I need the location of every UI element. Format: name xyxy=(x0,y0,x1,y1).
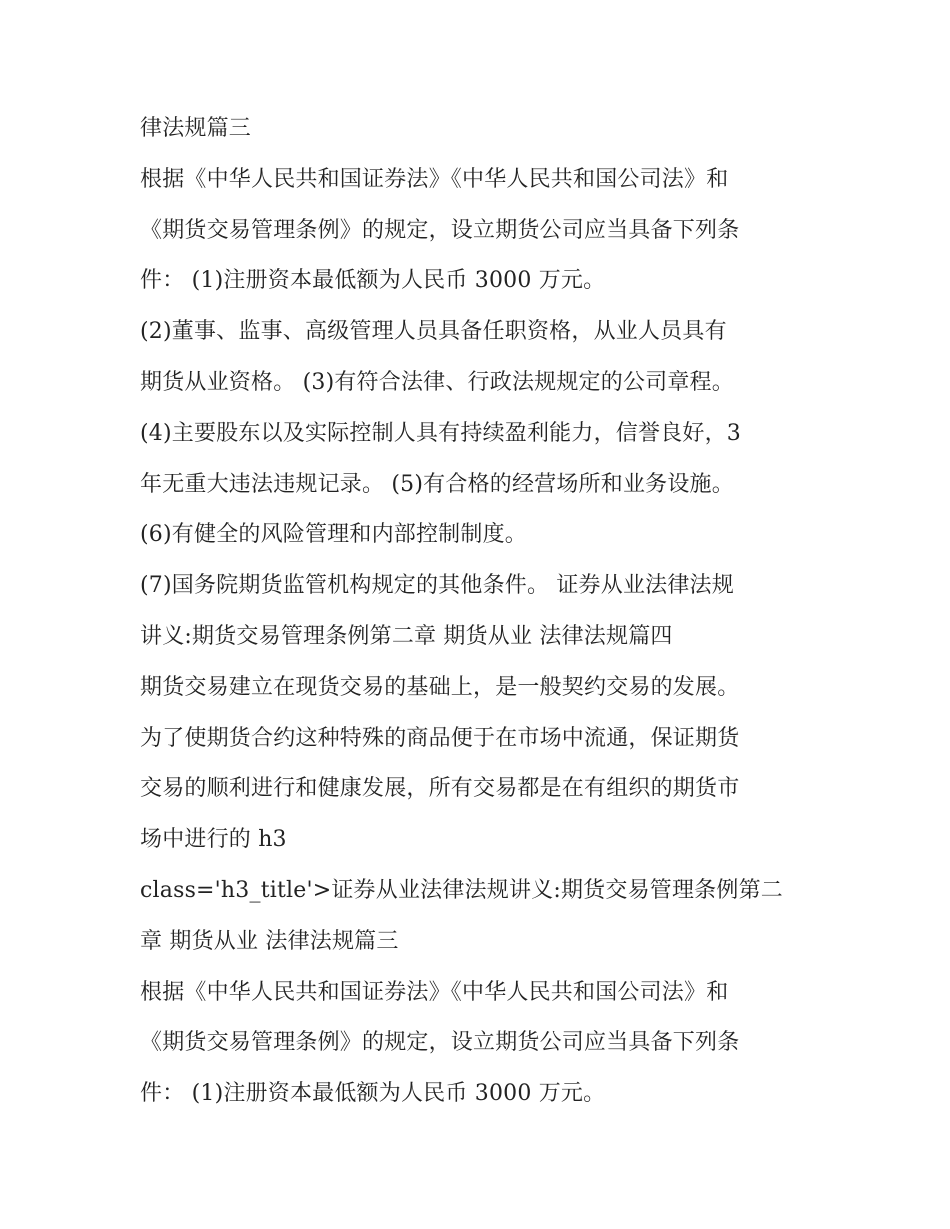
text-line: 《期货交易管理条例》的规定，设立期货公司应当具备下列条 xyxy=(140,217,740,243)
text-line: 场中进行的 h3 xyxy=(140,827,287,853)
text-line: 根据《中华人民共和国证券法》《中华人民共和国公司法》和 xyxy=(140,166,729,192)
text-line: 期货从业资格。 (3)有符合法律、行政法规规定的公司章程。 xyxy=(140,369,734,395)
text-line: class='h3_title'>证券从业法律法规讲义:期货交易管理条例第二 xyxy=(140,877,783,903)
text-line: (6)有健全的风险管理和内部控制制度。 xyxy=(140,522,527,548)
text-line: 讲义:期货交易管理条例第二章 期货从业 法律法规篇四 xyxy=(140,623,673,649)
text-line: 年无重大违法违规记录。 (5)有合格的经营场所和业务设施。 xyxy=(140,471,734,497)
text-line: (2)董事、监事、高级管理人员具备任职资格，从业人员具有 xyxy=(140,319,727,345)
text-line: (7)国务院期货监管机构规定的其他条件。 证券从业法律法规 xyxy=(140,573,734,599)
text-line: 件： (1)注册资本最低额为人民币 3000 万元。 xyxy=(140,268,606,294)
text-line: 期货交易建立在现货交易的基础上，是一般契约交易的发展。 xyxy=(140,674,740,700)
text-line: 章 期货从业 法律法规篇三 xyxy=(140,928,399,954)
text-line: 件： (1)注册资本最低额为人民币 3000 万元。 xyxy=(140,1081,606,1107)
document-body xyxy=(140,104,820,1120)
text-line: 交易的顺利进行和健康发展，所有交易都是在有组织的期货市 xyxy=(140,776,740,802)
text-line: 律法规篇三 xyxy=(140,116,252,141)
text-line: 为了使期货合约这种特殊的商品便于在市场中流通，保证期货 xyxy=(140,725,740,751)
text-line: 根据《中华人民共和国证券法》《中华人民共和国公司法》和 xyxy=(140,979,729,1005)
text-line: (4)主要股东以及实际控制人具有持续盈利能力，信誉良好，3 xyxy=(140,420,741,446)
text-line: 《期货交易管理条例》的规定，设立期货公司应当具备下列条 xyxy=(140,1030,740,1056)
